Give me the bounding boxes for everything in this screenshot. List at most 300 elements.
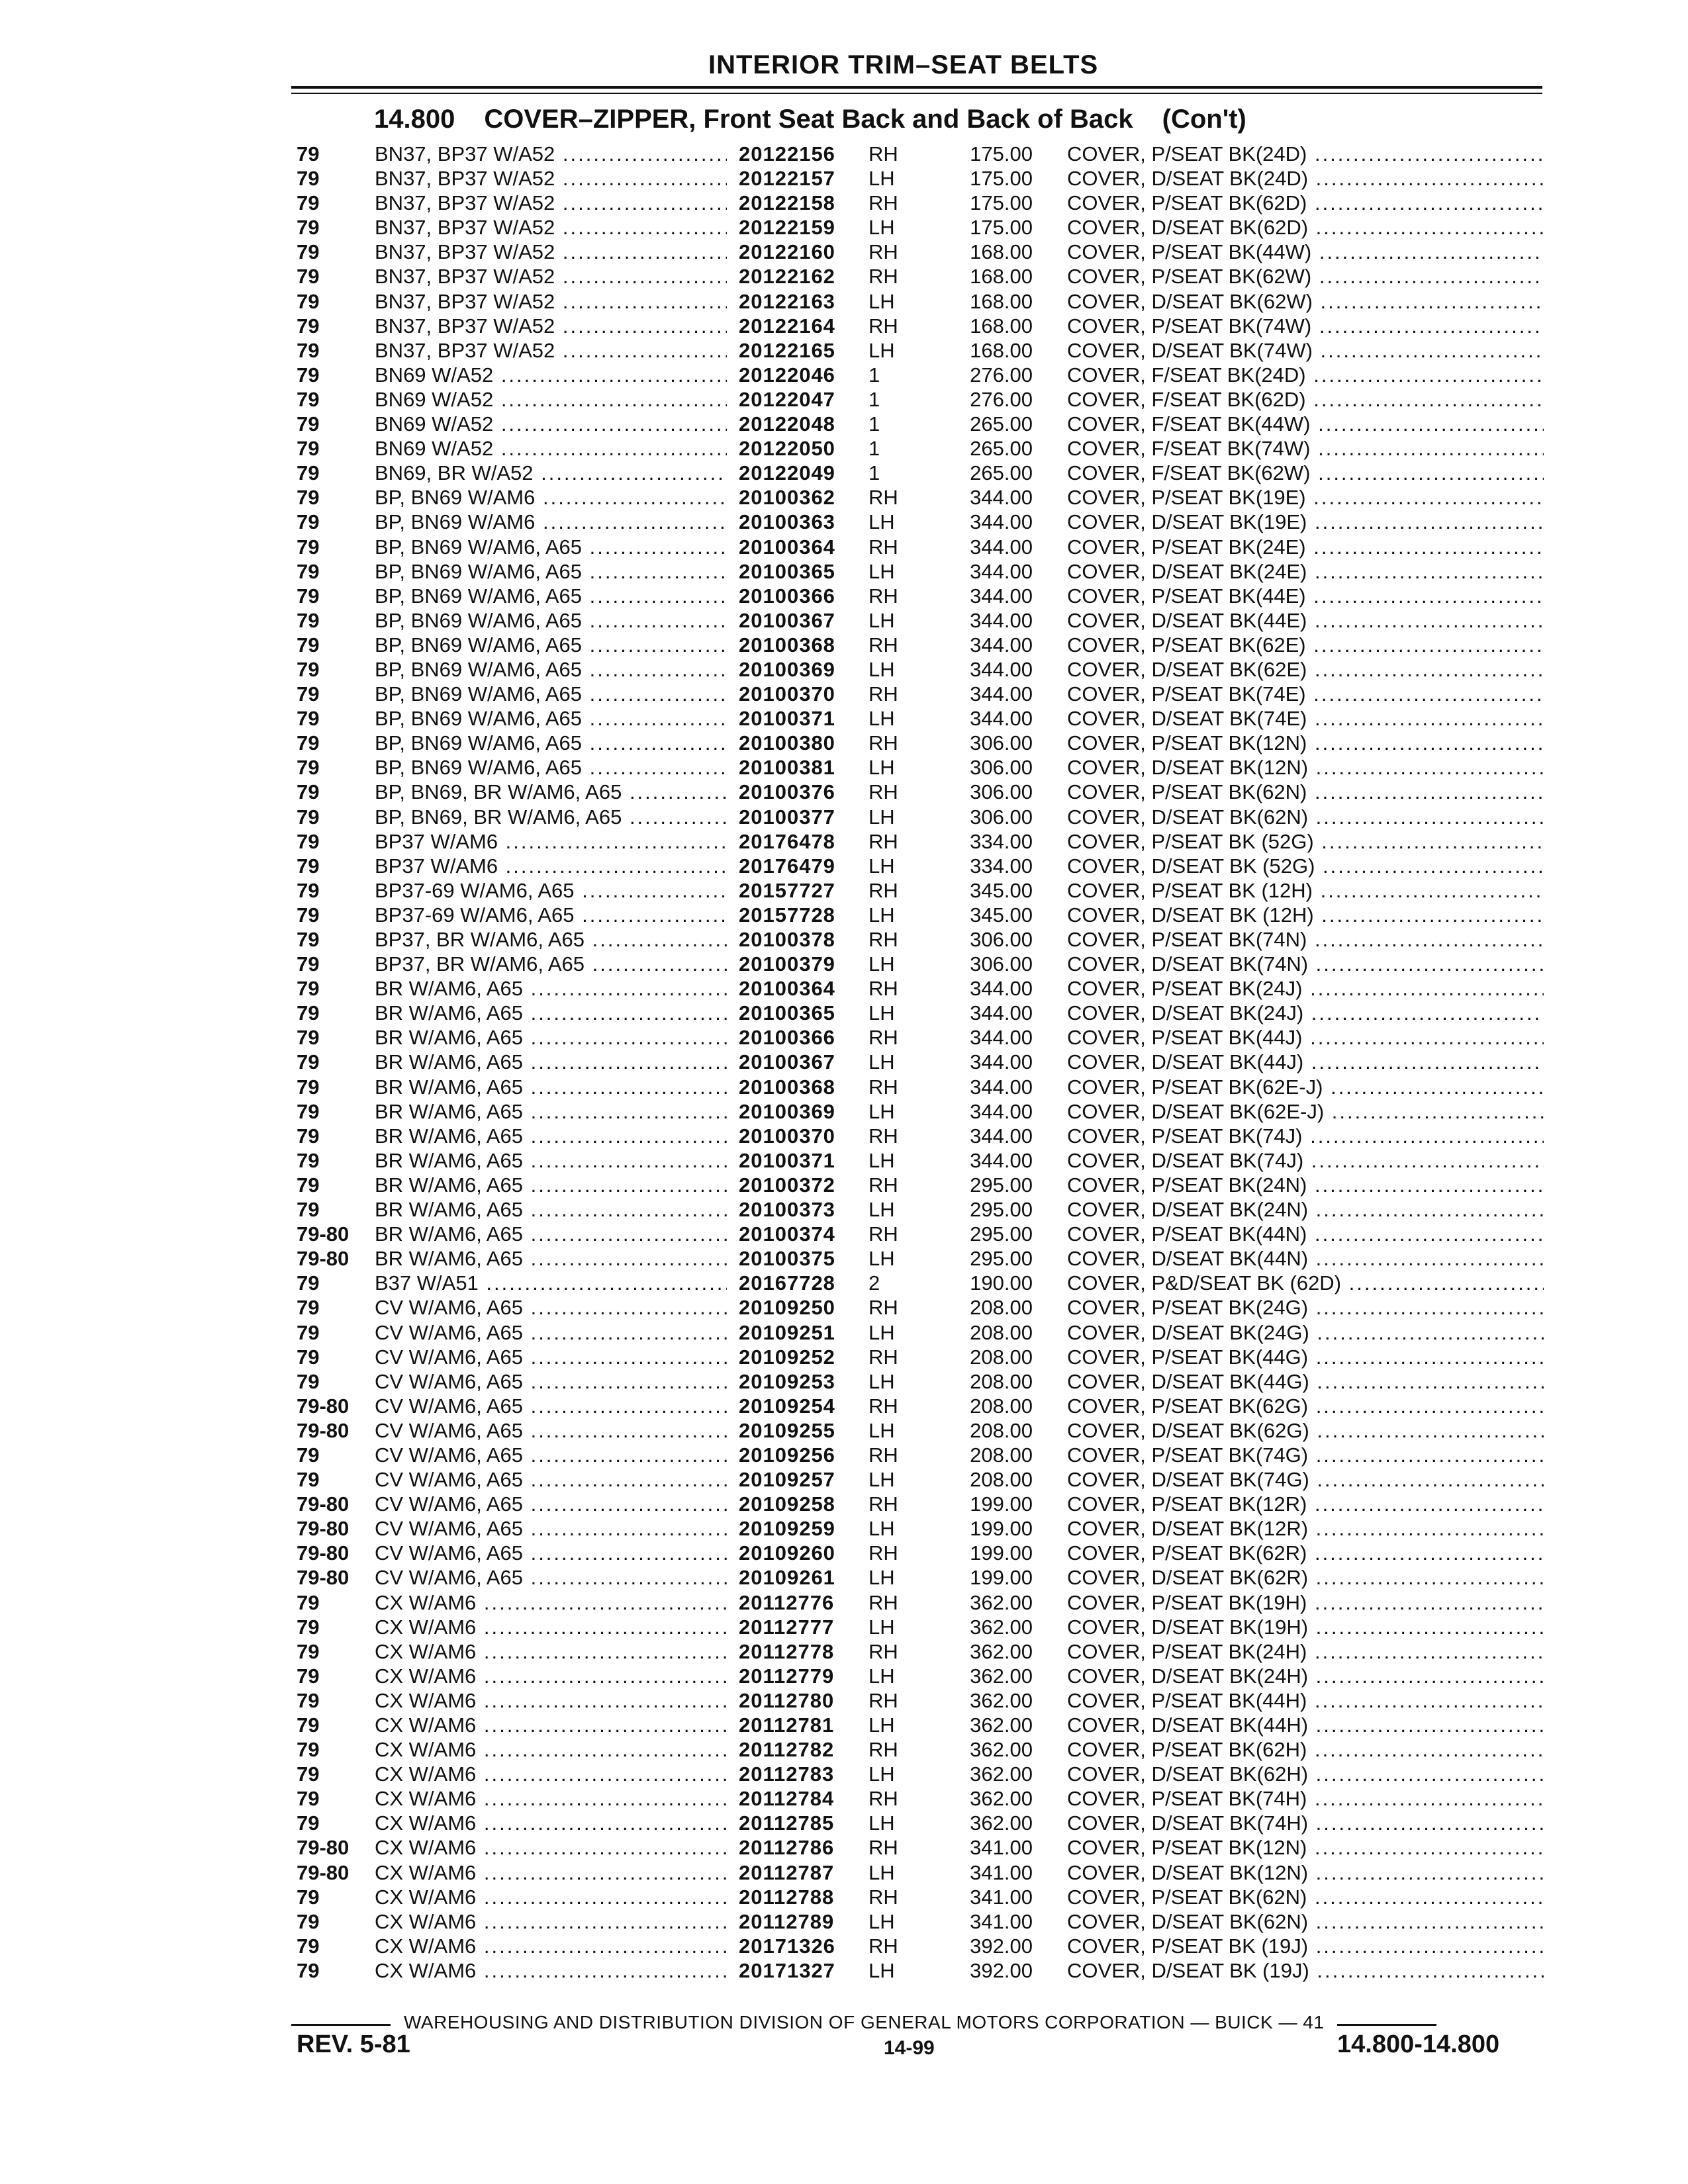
row-price: 295.00: [970, 1198, 1033, 1222]
row-description: COVER, P/SEAT BK (52G) .....: [1067, 829, 1544, 854]
list-item: [0, 1050, 1688, 1074]
row-price: 208.00: [970, 1443, 1033, 1467]
list-item: [0, 264, 1688, 289]
list-item: [0, 1001, 1688, 1025]
list-item: [0, 1173, 1688, 1197]
row-model: CV W/AM6, A65 .....: [375, 1443, 727, 1467]
row-year: 79: [297, 1026, 320, 1050]
row-part-number: 20112778: [739, 1639, 835, 1663]
row-year: 79: [297, 584, 320, 608]
row-model: BP, BN69 W/AM6, A65 .....: [375, 535, 727, 559]
list-item: [0, 1075, 1688, 1099]
row-side-qty: LH: [868, 1050, 895, 1074]
row-model: CV W/AM6, A65 .....: [375, 1295, 727, 1320]
footer-rule-left: [291, 2024, 391, 2026]
row-description: COVER, P/SEAT BK(62R) .....: [1067, 1541, 1544, 1565]
row-model: CX W/AM6 .....: [375, 1958, 727, 1983]
row-year: 79: [297, 1787, 320, 1811]
row-price: 344.00: [970, 608, 1033, 632]
row-model: CV W/AM6, A65 .....: [375, 1467, 727, 1492]
row-model: BR W/AM6, A65 .....: [375, 1246, 727, 1271]
row-description: COVER, D/SEAT BK (52G) .....: [1067, 854, 1544, 878]
row-price: 295.00: [970, 1173, 1033, 1197]
row-description: COVER, P/SEAT BK(62W) .....: [1067, 264, 1544, 289]
row-description: COVER, P/SEAT BK(44H) .....: [1067, 1688, 1544, 1713]
row-side-qty: RH: [868, 1026, 898, 1050]
row-model: BP37, BR W/AM6, A65 .....: [375, 927, 727, 952]
row-description: COVER, P/SEAT BK(24N) .....: [1067, 1173, 1544, 1197]
row-year: 79: [297, 1369, 320, 1393]
row-model: BP, BN69 W/AM6, A65 .....: [375, 755, 727, 780]
list-item: [0, 436, 1688, 461]
row-year: 79: [297, 805, 320, 829]
row-part-number: 20100365: [739, 559, 835, 583]
row-description: COVER, P/SEAT BK(62D) .....: [1067, 191, 1544, 215]
row-side-qty: RH: [868, 928, 898, 951]
row-description: COVER, P/SEAT BK(62N) .....: [1067, 780, 1544, 804]
list-item: [0, 215, 1688, 240]
list-item: [0, 976, 1688, 1001]
row-year: 79: [297, 338, 320, 362]
row-year: 79-80: [297, 1566, 350, 1590]
row-side-qty: LH: [868, 1811, 895, 1835]
row-year: 79: [297, 878, 320, 902]
row-price: 344.00: [970, 584, 1033, 608]
row-side-qty: LH: [868, 1762, 895, 1786]
footer-rule-right: [1337, 2024, 1436, 2026]
list-item: [0, 314, 1688, 338]
row-side-qty: 2: [868, 1271, 880, 1295]
row-part-number: 20109254: [739, 1394, 835, 1418]
row-description: COVER, P/SEAT BK(24G) .....: [1067, 1295, 1544, 1320]
row-year: 79-80: [297, 1836, 350, 1860]
list-item: [0, 510, 1688, 534]
row-price: 344.00: [970, 486, 1033, 510]
row-side-qty: RH: [868, 535, 898, 559]
row-part-number: 20112789: [739, 1909, 835, 1933]
row-description: COVER, P/SEAT BK(24D) .....: [1067, 142, 1544, 166]
row-description: COVER, P/SEAT BK(62E) .....: [1067, 633, 1544, 657]
row-description: COVER, P&D/SEAT BK (62D) .....: [1067, 1271, 1544, 1295]
row-description: COVER, F/SEAT BK(74W) .....: [1067, 436, 1544, 461]
row-model: BN37, BP37 W/A52 .....: [375, 166, 727, 191]
list-item: [0, 1246, 1688, 1271]
row-side-qty: 1: [868, 387, 880, 411]
row-side-qty: RH: [868, 1124, 898, 1148]
row-year: 79: [297, 1468, 320, 1492]
row-description: COVER, P/SEAT BK(44N) .....: [1067, 1222, 1544, 1246]
row-part-number: 20100368: [739, 1075, 835, 1099]
section-continued: (Con't): [1162, 105, 1246, 134]
row-price: 392.00: [970, 1958, 1033, 1982]
row-part-number: 20100376: [739, 780, 835, 804]
row-model: BP, BN69 W/AM6 .....: [375, 485, 727, 510]
row-price: 295.00: [970, 1247, 1033, 1271]
row-part-number: 20100372: [739, 1173, 835, 1197]
list-item: [0, 1295, 1688, 1320]
row-part-number: 20122047: [739, 387, 835, 411]
list-item: [0, 1639, 1688, 1664]
row-part-number: 20122163: [739, 289, 835, 313]
row-part-number: 20176478: [739, 829, 835, 853]
row-part-number: 20100367: [739, 1050, 835, 1074]
row-part-number: 20109252: [739, 1345, 835, 1369]
row-part-number: 20100379: [739, 952, 835, 976]
row-description: COVER, D/SEAT BK(44J) .....: [1067, 1050, 1544, 1074]
row-model: CV W/AM6, A65 .....: [375, 1541, 727, 1565]
row-description: COVER, P/SEAT BK(74N) .....: [1067, 927, 1544, 952]
row-description: COVER, P/SEAT BK(62N) .....: [1067, 1885, 1544, 1909]
row-model: BP, BN69 W/AM6, A65 .....: [375, 657, 727, 682]
row-year: 79-80: [297, 1247, 350, 1271]
row-price: 334.00: [970, 854, 1033, 878]
row-price: 344.00: [970, 559, 1033, 583]
row-side-qty: LH: [868, 216, 895, 240]
row-year: 79: [297, 1762, 320, 1786]
row-year: 79: [297, 240, 320, 264]
row-year: 79: [297, 142, 320, 165]
row-model: BP, BN69 W/AM6, A65 .....: [375, 584, 727, 608]
row-part-number: 20112776: [739, 1590, 835, 1614]
row-side-qty: RH: [868, 1173, 898, 1197]
row-side-qty: LH: [868, 1247, 895, 1271]
row-description: COVER, D/SEAT BK (12H) .....: [1067, 903, 1544, 927]
row-year: 79: [297, 854, 320, 878]
row-side-qty: RH: [868, 1394, 898, 1418]
row-model: BN37, BP37 W/A52 .....: [375, 289, 727, 314]
row-description: COVER, P/SEAT BK(44E) .....: [1067, 584, 1544, 608]
list-item: [0, 878, 1688, 903]
row-description: COVER, P/SEAT BK(44J) .....: [1067, 1025, 1544, 1050]
row-year: 79: [297, 1713, 320, 1737]
list-item: [0, 461, 1688, 485]
row-year: 79: [297, 977, 320, 1001]
row-side-qty: RH: [868, 1541, 898, 1565]
row-side-qty: LH: [868, 1468, 895, 1492]
row-price: 344.00: [970, 1075, 1033, 1099]
row-model: BR W/AM6, A65 .....: [375, 1124, 727, 1148]
row-side-qty: RH: [868, 1934, 898, 1958]
list-item: [0, 633, 1688, 657]
row-part-number: 20100371: [739, 707, 835, 731]
row-model: BR W/AM6, A65 .....: [375, 1173, 727, 1197]
row-year: 79-80: [297, 1541, 350, 1565]
row-price: 344.00: [970, 1099, 1033, 1123]
row-side-qty: RH: [868, 1738, 898, 1762]
row-model: CX W/AM6 .....: [375, 1786, 727, 1811]
row-side-qty: RH: [868, 191, 898, 215]
row-part-number: 20100373: [739, 1198, 835, 1222]
row-description: COVER, D/SEAT BK(74H) .....: [1067, 1811, 1544, 1835]
row-side-qty: LH: [868, 1713, 895, 1737]
row-year: 79: [297, 780, 320, 804]
row-price: 168.00: [970, 338, 1033, 362]
row-description: COVER, P/SEAT BK(74H) .....: [1067, 1786, 1544, 1811]
row-year: 79: [297, 707, 320, 731]
row-side-qty: LH: [868, 1958, 895, 1982]
row-price: 175.00: [970, 142, 1033, 165]
row-model: BN69 W/A52 .....: [375, 363, 727, 387]
row-price: 344.00: [970, 633, 1033, 657]
row-price: 344.00: [970, 657, 1033, 681]
row-part-number: 20112785: [739, 1811, 835, 1835]
row-model: BP37 W/AM6 .....: [375, 854, 727, 878]
row-side-qty: LH: [868, 1148, 895, 1172]
row-part-number: 20100377: [739, 805, 835, 829]
row-model: BR W/AM6, A65 .....: [375, 1050, 727, 1074]
row-model: CX W/AM6 .....: [375, 1835, 727, 1860]
row-year: 79: [297, 1443, 320, 1467]
list-item: [0, 1664, 1688, 1688]
row-description: COVER, P/SEAT BK(24J) .....: [1067, 976, 1544, 1001]
row-year: 79: [297, 1001, 320, 1025]
row-part-number: 20100364: [739, 977, 835, 1001]
row-year: 79: [297, 1296, 320, 1320]
row-part-number: 20100381: [739, 756, 835, 780]
list-item: [0, 559, 1688, 584]
row-year: 79-80: [297, 1860, 350, 1884]
row-part-number: 20122156: [739, 142, 835, 165]
row-price: 208.00: [970, 1394, 1033, 1418]
row-year: 79: [297, 633, 320, 657]
row-side-qty: LH: [868, 1369, 895, 1393]
list-item: [0, 1320, 1688, 1345]
row-year: 79: [297, 289, 320, 313]
row-description: COVER, P/SEAT BK(74G) .....: [1067, 1443, 1544, 1467]
list-item: [0, 1369, 1688, 1394]
row-price: 392.00: [970, 1934, 1033, 1958]
row-side-qty: 1: [868, 461, 880, 485]
row-price: 362.00: [970, 1762, 1033, 1786]
row-price: 345.00: [970, 878, 1033, 902]
row-part-number: 20100371: [739, 1148, 835, 1172]
row-year: 79-80: [297, 1222, 350, 1246]
row-side-qty: RH: [868, 1590, 898, 1614]
row-part-number: 20157727: [739, 878, 835, 902]
row-side-qty: LH: [868, 903, 895, 927]
row-description: COVER, D/SEAT BK(24H) .....: [1067, 1664, 1544, 1688]
row-year: 79: [297, 657, 320, 681]
row-price: 306.00: [970, 756, 1033, 780]
list-item: [0, 755, 1688, 780]
list-item: [0, 927, 1688, 952]
section-name: COVER–ZIPPER, Front Seat Back and Back of Back: [484, 105, 1133, 134]
row-model: BR W/AM6, A65 .....: [375, 1148, 727, 1173]
row-side-qty: 1: [868, 363, 880, 387]
row-price: 362.00: [970, 1811, 1033, 1835]
row-year: 79: [297, 1664, 320, 1688]
row-price: 306.00: [970, 928, 1033, 951]
list-item: [0, 338, 1688, 363]
row-price: 362.00: [970, 1639, 1033, 1663]
row-part-number: 20109255: [739, 1418, 835, 1442]
row-year: 79: [297, 731, 320, 755]
row-year: 79: [297, 387, 320, 411]
list-item: [0, 1124, 1688, 1148]
row-price: 344.00: [970, 977, 1033, 1001]
list-item: [0, 1934, 1688, 1958]
row-side-qty: LH: [868, 1517, 895, 1541]
row-year: 79-80: [297, 1418, 350, 1442]
row-description: COVER, D/SEAT BK(74N) .....: [1067, 952, 1544, 976]
row-year: 79: [297, 756, 320, 780]
row-description: COVER, D/SEAT BK(62W) .....: [1067, 289, 1544, 314]
row-description: COVER, P/SEAT BK(62H) .....: [1067, 1737, 1544, 1762]
title-rule: [291, 86, 1542, 94]
row-side-qty: LH: [868, 1664, 895, 1688]
row-part-number: 20109253: [739, 1369, 835, 1393]
row-part-number: 20100364: [739, 535, 835, 559]
row-part-number: 20122046: [739, 363, 835, 387]
row-part-number: 20100370: [739, 682, 835, 706]
list-item: [0, 1197, 1688, 1222]
list-item: [0, 166, 1688, 191]
row-price: 265.00: [970, 437, 1033, 461]
row-description: COVER, F/SEAT BK(62D) .....: [1067, 387, 1544, 412]
row-model: BP, BN69 W/AM6, A65 .....: [375, 706, 727, 731]
row-model: BP, BN69 W/AM6, A65 .....: [375, 682, 727, 706]
row-description: COVER, P/SEAT BK(74W) .....: [1067, 314, 1544, 338]
row-model: BP, BN69 W/AM6, A65 .....: [375, 559, 727, 584]
list-item: [0, 682, 1688, 706]
row-model: BN69 W/A52 .....: [375, 412, 727, 436]
row-price: 208.00: [970, 1296, 1033, 1320]
row-year: 79: [297, 952, 320, 976]
row-price: 344.00: [970, 510, 1033, 534]
row-year: 79: [297, 682, 320, 706]
row-model: BR W/AM6, A65 .....: [375, 1197, 727, 1222]
row-year: 79-80: [297, 1517, 350, 1541]
row-year: 79: [297, 1590, 320, 1614]
row-part-number: 20122164: [739, 314, 835, 338]
row-part-number: 20122162: [739, 265, 835, 289]
row-price: 341.00: [970, 1909, 1033, 1933]
row-description: COVER, P/SEAT BK(12N) .....: [1067, 731, 1544, 755]
row-price: 344.00: [970, 1001, 1033, 1025]
row-side-qty: LH: [868, 1860, 895, 1884]
list-item: [0, 1762, 1688, 1786]
row-price: 208.00: [970, 1468, 1033, 1492]
row-side-qty: RH: [868, 1639, 898, 1663]
row-price: 341.00: [970, 1885, 1033, 1909]
row-side-qty: RH: [868, 780, 898, 804]
row-part-number: 20112781: [739, 1713, 835, 1737]
row-side-qty: 1: [868, 437, 880, 461]
row-year: 79: [297, 1198, 320, 1222]
row-side-qty: RH: [868, 486, 898, 510]
row-side-qty: LH: [868, 1198, 895, 1222]
row-side-qty: LH: [868, 338, 895, 362]
list-item: [0, 1885, 1688, 1909]
row-model: CX W/AM6 .....: [375, 1909, 727, 1934]
row-model: BP37, BR W/AM6, A65 .....: [375, 952, 727, 976]
row-part-number: 20109256: [739, 1443, 835, 1467]
row-model: BP, BN69, BR W/AM6, A65 .....: [375, 780, 727, 804]
row-description: COVER, D/SEAT BK(44G) .....: [1067, 1369, 1544, 1394]
row-price: 344.00: [970, 707, 1033, 731]
row-description: COVER, P/SEAT BK (12H) .....: [1067, 878, 1544, 903]
row-side-qty: RH: [868, 1885, 898, 1909]
row-part-number: 20100380: [739, 731, 835, 755]
row-part-number: 20112783: [739, 1762, 835, 1786]
row-model: BN69, BR W/A52 .....: [375, 461, 727, 485]
list-item: [0, 191, 1688, 215]
row-price: 168.00: [970, 240, 1033, 264]
row-side-qty: LH: [868, 1099, 895, 1123]
row-description: COVER, D/SEAT BK(19E) .....: [1067, 510, 1544, 534]
row-model: CX W/AM6 .....: [375, 1762, 727, 1786]
row-side-qty: LH: [868, 756, 895, 780]
row-year: 79: [297, 510, 320, 534]
list-item: [0, 1835, 1688, 1860]
row-side-qty: LH: [868, 1418, 895, 1442]
row-model: BP, BN69 W/AM6, A65 .....: [375, 608, 727, 633]
parts-list: [0, 142, 1688, 1983]
list-item: [0, 1271, 1688, 1295]
row-year: 79: [297, 1124, 320, 1148]
row-part-number: 20112780: [739, 1688, 835, 1712]
list-item: [0, 584, 1688, 608]
list-item: [0, 952, 1688, 976]
row-model: BR W/AM6, A65 .....: [375, 1025, 727, 1050]
row-model: BN37, BP37 W/A52 .....: [375, 338, 727, 363]
row-side-qty: LH: [868, 510, 895, 534]
row-part-number: 20100369: [739, 1099, 835, 1123]
row-price: 199.00: [970, 1566, 1033, 1590]
row-description: COVER, D/SEAT BK(44N) .....: [1067, 1246, 1544, 1271]
row-year: 79: [297, 1738, 320, 1762]
list-item: [0, 903, 1688, 927]
row-side-qty: RH: [868, 1836, 898, 1860]
row-part-number: 20122160: [739, 240, 835, 264]
row-side-qty: LH: [868, 707, 895, 731]
row-price: 344.00: [970, 1124, 1033, 1148]
row-model: CV W/AM6, A65 .....: [375, 1565, 727, 1590]
row-part-number: 20122158: [739, 191, 835, 215]
row-model: BP37 W/AM6 .....: [375, 829, 727, 854]
row-year: 79: [297, 1345, 320, 1369]
row-price: 362.00: [970, 1738, 1033, 1762]
row-price: 168.00: [970, 289, 1033, 313]
row-description: COVER, D/SEAT BK(44E) .....: [1067, 608, 1544, 633]
row-year: 79: [297, 1811, 320, 1835]
row-description: COVER, D/SEAT BK(74G) .....: [1067, 1467, 1544, 1492]
row-side-qty: LH: [868, 1909, 895, 1933]
row-price: 334.00: [970, 829, 1033, 853]
row-description: COVER, D/SEAT BK(19H) .....: [1067, 1615, 1544, 1639]
row-description: COVER, D/SEAT BK(62E-J) .....: [1067, 1099, 1544, 1124]
row-part-number: 20109257: [739, 1468, 835, 1492]
row-price: 306.00: [970, 805, 1033, 829]
row-side-qty: RH: [868, 1222, 898, 1246]
row-year: 79: [297, 903, 320, 927]
list-item: [0, 1786, 1688, 1811]
list-item: [0, 1418, 1688, 1443]
list-item: [0, 1345, 1688, 1369]
row-price: 265.00: [970, 461, 1033, 485]
row-price: 362.00: [970, 1590, 1033, 1614]
row-description: COVER, D/SEAT BK(62R) .....: [1067, 1565, 1544, 1590]
list-item: [0, 363, 1688, 387]
row-model: BN37, BP37 W/A52 .....: [375, 215, 727, 240]
footer-page-number: 14-99: [884, 2037, 935, 2059]
row-year: 79: [297, 1075, 320, 1099]
row-part-number: 20112787: [739, 1860, 835, 1884]
row-side-qty: RH: [868, 1443, 898, 1467]
row-part-number: 20109261: [739, 1566, 835, 1590]
row-description: COVER, P/SEAT BK (19J) .....: [1067, 1934, 1544, 1958]
row-price: 208.00: [970, 1345, 1033, 1369]
